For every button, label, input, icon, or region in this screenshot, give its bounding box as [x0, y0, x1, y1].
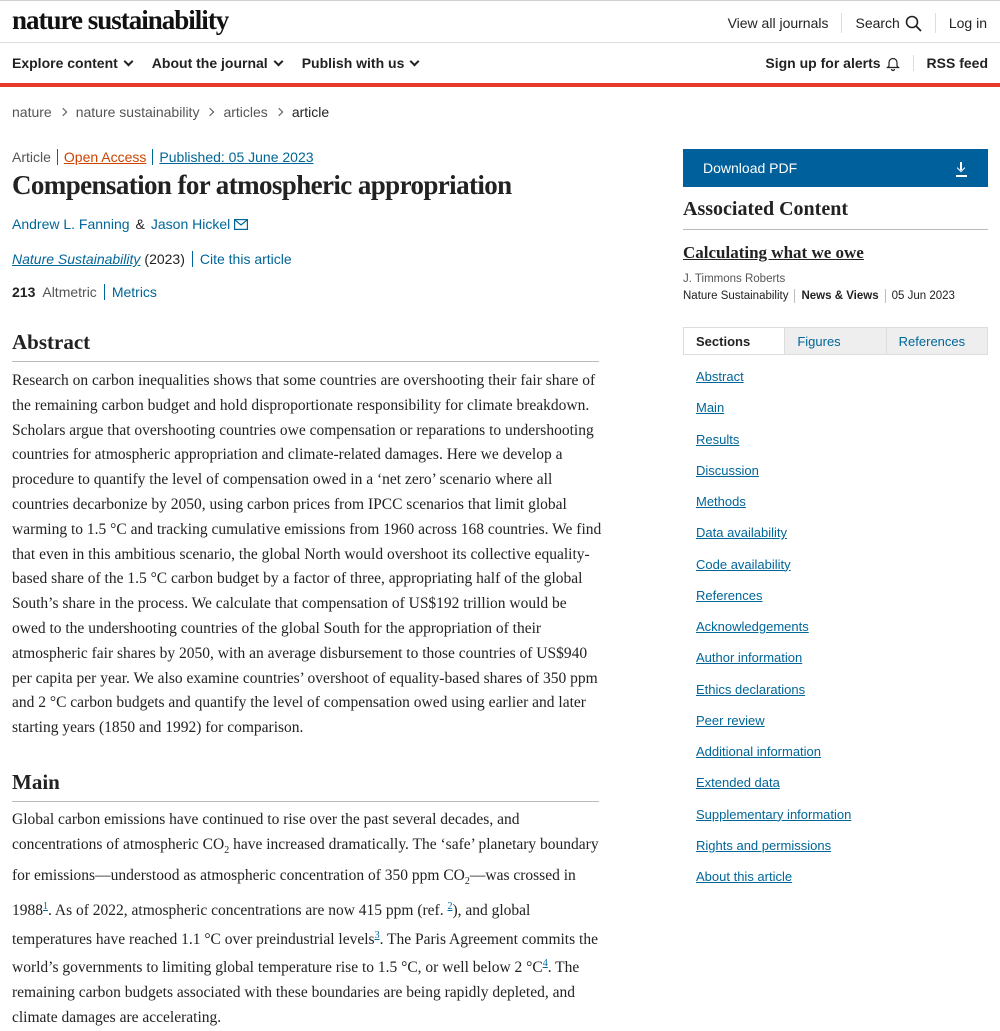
section-link-references[interactable]: References: [696, 587, 763, 603]
list-item: [696, 869, 851, 900]
view-all-journals-link[interactable]: View all journals: [727, 15, 829, 31]
download-icon: [956, 162, 966, 174]
chevron-down-icon: [410, 56, 420, 66]
article-title: Compensation for atmospheric appropriation: [12, 170, 512, 200]
associated-type: News & Views: [794, 289, 884, 303]
list-item: [696, 588, 851, 619]
rss-feed-link[interactable]: RSS feed: [913, 55, 988, 71]
metrics-line: [12, 284, 157, 300]
section-link-data-availability[interactable]: Data availability: [696, 525, 788, 541]
section-link-acknowledgements[interactable]: Acknowledgements: [696, 619, 809, 634]
article-meta: [12, 149, 320, 165]
nav-label: About the journal: [151, 55, 268, 71]
author-separator: &: [135, 216, 145, 232]
log-in-link[interactable]: Log in: [935, 13, 987, 33]
journal-line: [12, 251, 292, 267]
section-link-methods[interactable]: Methods: [696, 494, 746, 509]
nav-about-journal[interactable]: [152, 55, 282, 71]
abstract-text: Research on carbon inequalities shows that some countries are overshooting their fair share of the remaining carbon budget and hold disproportionate responsibility for climate breakdown. Scholars argue that overshooting countries owe compensation or reparations to undershooting countries for atmospheric appropriation and climate-related damages. Here we develop a procedure to quantify the level of compensation owed in a ‘net zero’ scenario where all countries decarbonize by 2050, using carbon prices from IPCC scenarios that limit global warming to 1.5 °C and tracking cumulative emissions from 1960 across 168 countries. We find that even in this ambitious scenario, the global North would overshoot its collective equality-based share of the 1.5 °C carbon budget by a factor of three, appropriating half of the global South’s share in the process. We calculate that compensation of US$192 trillion would be owed to the undershooting countries of the global South for the appropriation of their atmospheric fair shares by 2050, with an average disbursement to those countries of US$940 per capita per year. We also examine countries’ overshoot of equality-based shares of 350 ppm and 2 °C carbon budgets and quantify the level of compensation owed using earlier and later starting years (1850 and 1992) for comparison.: [12, 372, 602, 737]
section-link-supplementary-information[interactable]: Supplementary information: [696, 806, 852, 822]
section-link-extended-data[interactable]: Extended data: [696, 775, 780, 791]
list-item: [696, 775, 851, 806]
list-item: [696, 807, 851, 838]
list-item: [696, 744, 851, 775]
tab-figures[interactable]: Figures: [784, 328, 885, 354]
alerts-label: Sign up for alerts: [765, 55, 881, 71]
publication-year: (2023): [144, 251, 185, 267]
published-date[interactable]: Published: 05 June 2023: [152, 149, 319, 165]
nav-publish-with-us[interactable]: [302, 55, 419, 71]
associated-content-heading: Associated Content: [683, 198, 988, 230]
nav-menu: [12, 55, 438, 71]
reference-link[interactable]: 3: [374, 929, 380, 941]
mail-icon[interactable]: [234, 219, 248, 230]
associated-journal: Nature Sustainability: [683, 290, 789, 302]
list-item: [696, 400, 851, 431]
chevron-right-icon: [206, 108, 214, 116]
section-link-results[interactable]: Results: [696, 431, 740, 447]
breadcrumb-nature[interactable]: nature: [12, 104, 52, 120]
chevron-right-icon: [58, 108, 66, 116]
list-item: [696, 838, 851, 869]
nav-label: Explore content: [12, 55, 118, 71]
altmetric-label: Altmetric: [42, 284, 97, 300]
download-pdf-button[interactable]: [683, 149, 988, 187]
reference-link[interactable]: 2: [447, 900, 453, 912]
section-link-ethics-declarations[interactable]: Ethics declarations: [696, 681, 806, 697]
list-item: [696, 463, 851, 494]
list-item: [696, 713, 851, 744]
section-link-main[interactable]: Main: [696, 400, 725, 416]
associated-date: 05 Jun 2023: [885, 289, 961, 303]
open-access-link[interactable]: Open Access: [57, 149, 153, 165]
section-link-rights-permissions[interactable]: Rights and permissions: [696, 837, 832, 853]
reference-link[interactable]: 1: [43, 900, 48, 912]
journal-link[interactable]: Nature Sustainability: [12, 251, 141, 267]
sidebar-tabs: [683, 327, 988, 355]
cite-article-link[interactable]: Cite this article: [192, 251, 292, 267]
main-nav: [0, 43, 1000, 87]
download-icon-base: [956, 175, 967, 177]
chevron-down-icon: [273, 56, 283, 66]
top-bar: [0, 0, 1000, 43]
list-item: [696, 557, 851, 588]
list-item: [696, 494, 851, 525]
nav-right: [752, 55, 988, 71]
author-link[interactable]: Jason Hickel: [150, 216, 231, 232]
download-pdf-label: Download PDF: [703, 160, 798, 176]
tab-sections[interactable]: Sections: [684, 328, 784, 354]
section-list: [696, 369, 851, 900]
nav-explore-content[interactable]: [12, 55, 132, 71]
metrics-link[interactable]: Metrics: [104, 284, 157, 300]
list-item: [696, 619, 851, 650]
altmetric-score: 213: [12, 284, 36, 300]
breadcrumb-articles[interactable]: articles: [223, 104, 268, 120]
main-paragraph: Global carbon emissions have continued to rise over the past several decades, and concentrations of atmospheric $CO_2$ have increased dramatically. The ‘safe’ planetary boundary for emissions—understood as atmospheric concentration of 350 ppm $CO_2—was$ crossed in 1988$^1$. As of 2022, atmospheric concentrations are now 415 ppm (ref. $^2$), and global temperatures have reached 1.1 °C over preindustrial levels$^3$. The Paris Agreement commits the world’s governments to limiting global temperature rise to 1.5 °C, or well below 2 $^\circ C^4$. The remaining carbon budgets associated with these boundaries are being rapidly depleted, and climate damages are accelerating.: [12, 811, 599, 1027]
chevron-right-icon: [275, 108, 283, 116]
section-link-code-availability[interactable]: Code availability: [696, 556, 791, 572]
section-link-abstract[interactable]: Abstract: [696, 369, 744, 384]
abstract-heading: Abstract: [12, 330, 599, 362]
section-link-peer-review[interactable]: Peer review: [696, 712, 765, 728]
section-link-additional-information[interactable]: Additional information: [696, 744, 822, 759]
author-list: [12, 216, 248, 232]
associated-author: J. Timmons Roberts: [683, 273, 786, 285]
section-link-discussion[interactable]: Discussion: [696, 462, 759, 478]
associated-article-link[interactable]: Calculating what we owe: [683, 243, 864, 262]
breadcrumb-current: article: [291, 104, 330, 120]
list-item: [696, 525, 851, 556]
section-link-about-article[interactable]: About this article: [696, 869, 793, 884]
breadcrumb: [12, 104, 329, 120]
tab-references[interactable]: References: [886, 328, 987, 354]
site-logo[interactable]: nature sustainability: [12, 5, 229, 35]
list-item: [696, 650, 851, 681]
search-icon: [905, 15, 922, 32]
author-link[interactable]: Andrew L. Fanning: [12, 216, 130, 232]
bell-icon: [886, 56, 900, 71]
main-heading: Main: [12, 770, 599, 802]
search-link[interactable]: [841, 13, 934, 33]
section-link-author-information[interactable]: Author information: [696, 650, 803, 666]
nav-label: Publish with us: [301, 55, 405, 71]
reference-link[interactable]: 4: [542, 958, 548, 970]
associated-meta: [683, 289, 961, 303]
chevron-down-icon: [123, 56, 133, 66]
breadcrumb-nature-sustainability[interactable]: nature sustainability: [75, 104, 200, 120]
top-links: [715, 13, 987, 33]
article-type: Article: [12, 149, 51, 165]
sign-up-alerts-button[interactable]: [752, 55, 912, 71]
list-item: [696, 682, 851, 713]
list-item: [696, 432, 851, 463]
list-item: [696, 369, 851, 400]
search-label: Search: [855, 15, 900, 31]
